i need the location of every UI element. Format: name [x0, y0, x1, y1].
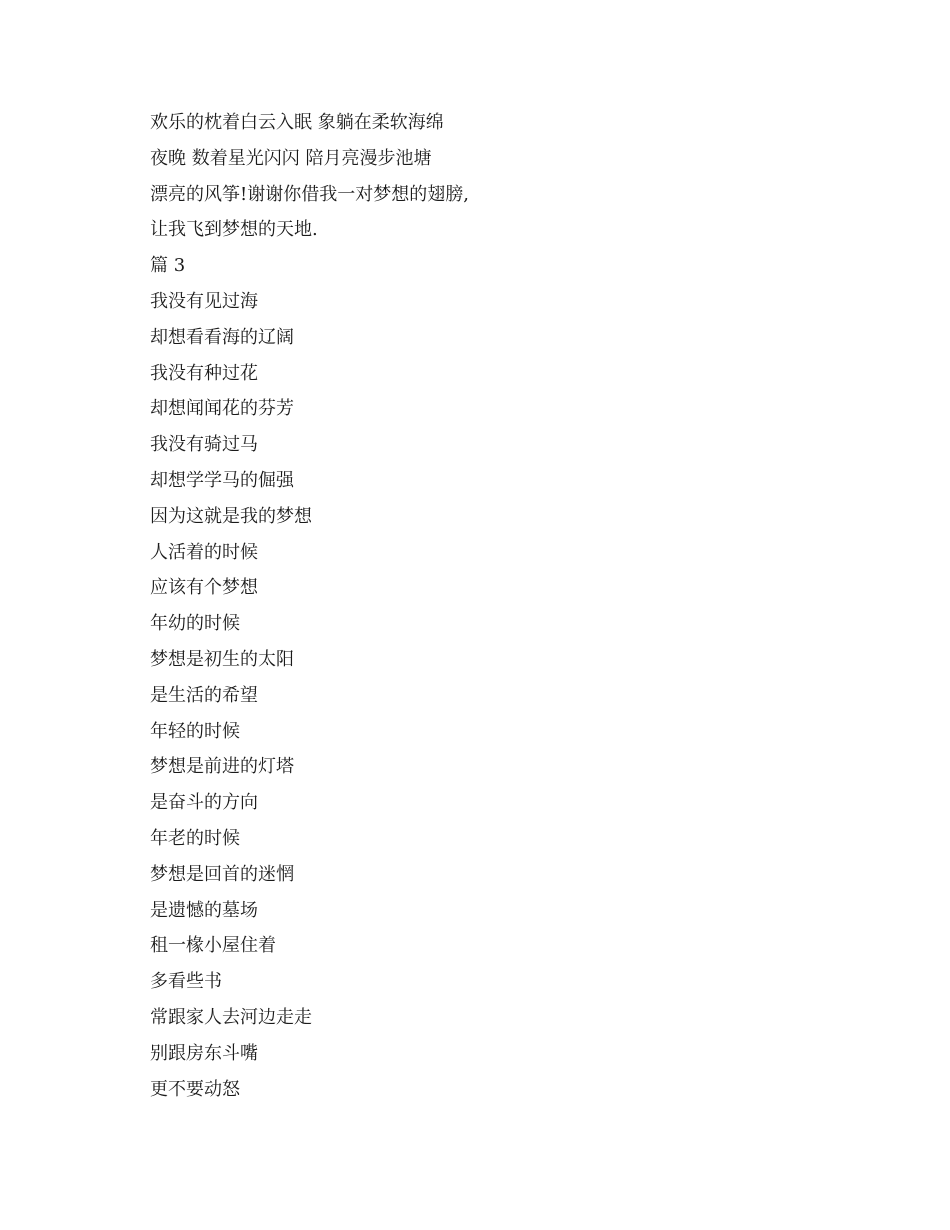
- text-line: 我没有骑过马: [150, 434, 258, 456]
- section-heading: 篇 3: [150, 255, 186, 277]
- text-line: 是生活的希望: [150, 684, 258, 706]
- text-line: 我没有见过海: [150, 290, 258, 312]
- text-line: 却想闻闻花的芬芳: [150, 398, 294, 420]
- text-line: 年幼的时候: [150, 613, 240, 635]
- text-line: 年轻的时候: [150, 720, 240, 742]
- text-line: 是遗憾的墓场: [150, 899, 258, 921]
- text-line: 因为这就是我的梦想: [150, 505, 312, 527]
- text-line: 漂亮的风筝!谢谢你借我一对梦想的翅膀,: [150, 183, 469, 205]
- text-line: 更不要动怒: [150, 1078, 240, 1100]
- text-line: 我没有种过花: [150, 362, 258, 384]
- text-line: 租一椽小屋住着: [150, 935, 276, 957]
- text-line: 是奋斗的方向: [150, 792, 258, 814]
- text-line: 却想看看海的辽阔: [150, 326, 294, 348]
- text-line: 梦想是初生的太阳: [150, 648, 294, 670]
- text-line: 应该有个梦想: [150, 577, 258, 599]
- text-line: 人活着的时候: [150, 541, 258, 563]
- text-line: 别跟房东斗嘴: [150, 1042, 258, 1064]
- text-line: 欢乐的枕着白云入眠 象躺在柔软海绵: [150, 112, 444, 133]
- text-line: 常跟家人去河边走走: [150, 1006, 312, 1028]
- text-line: 却想学学马的倔强: [150, 469, 294, 491]
- text-line: 让我飞到梦想的天地.: [150, 219, 318, 241]
- text-line: 夜晚 数着星光闪闪 陪月亮漫步池塘: [150, 147, 432, 169]
- poem-text-block: [150, 105, 850, 1107]
- text-line: 梦想是前进的灯塔: [150, 756, 294, 778]
- text-line: 梦想是回首的迷惘: [150, 863, 294, 885]
- text-line: 年老的时候: [150, 827, 240, 849]
- text-line: 多看些书: [150, 971, 222, 993]
